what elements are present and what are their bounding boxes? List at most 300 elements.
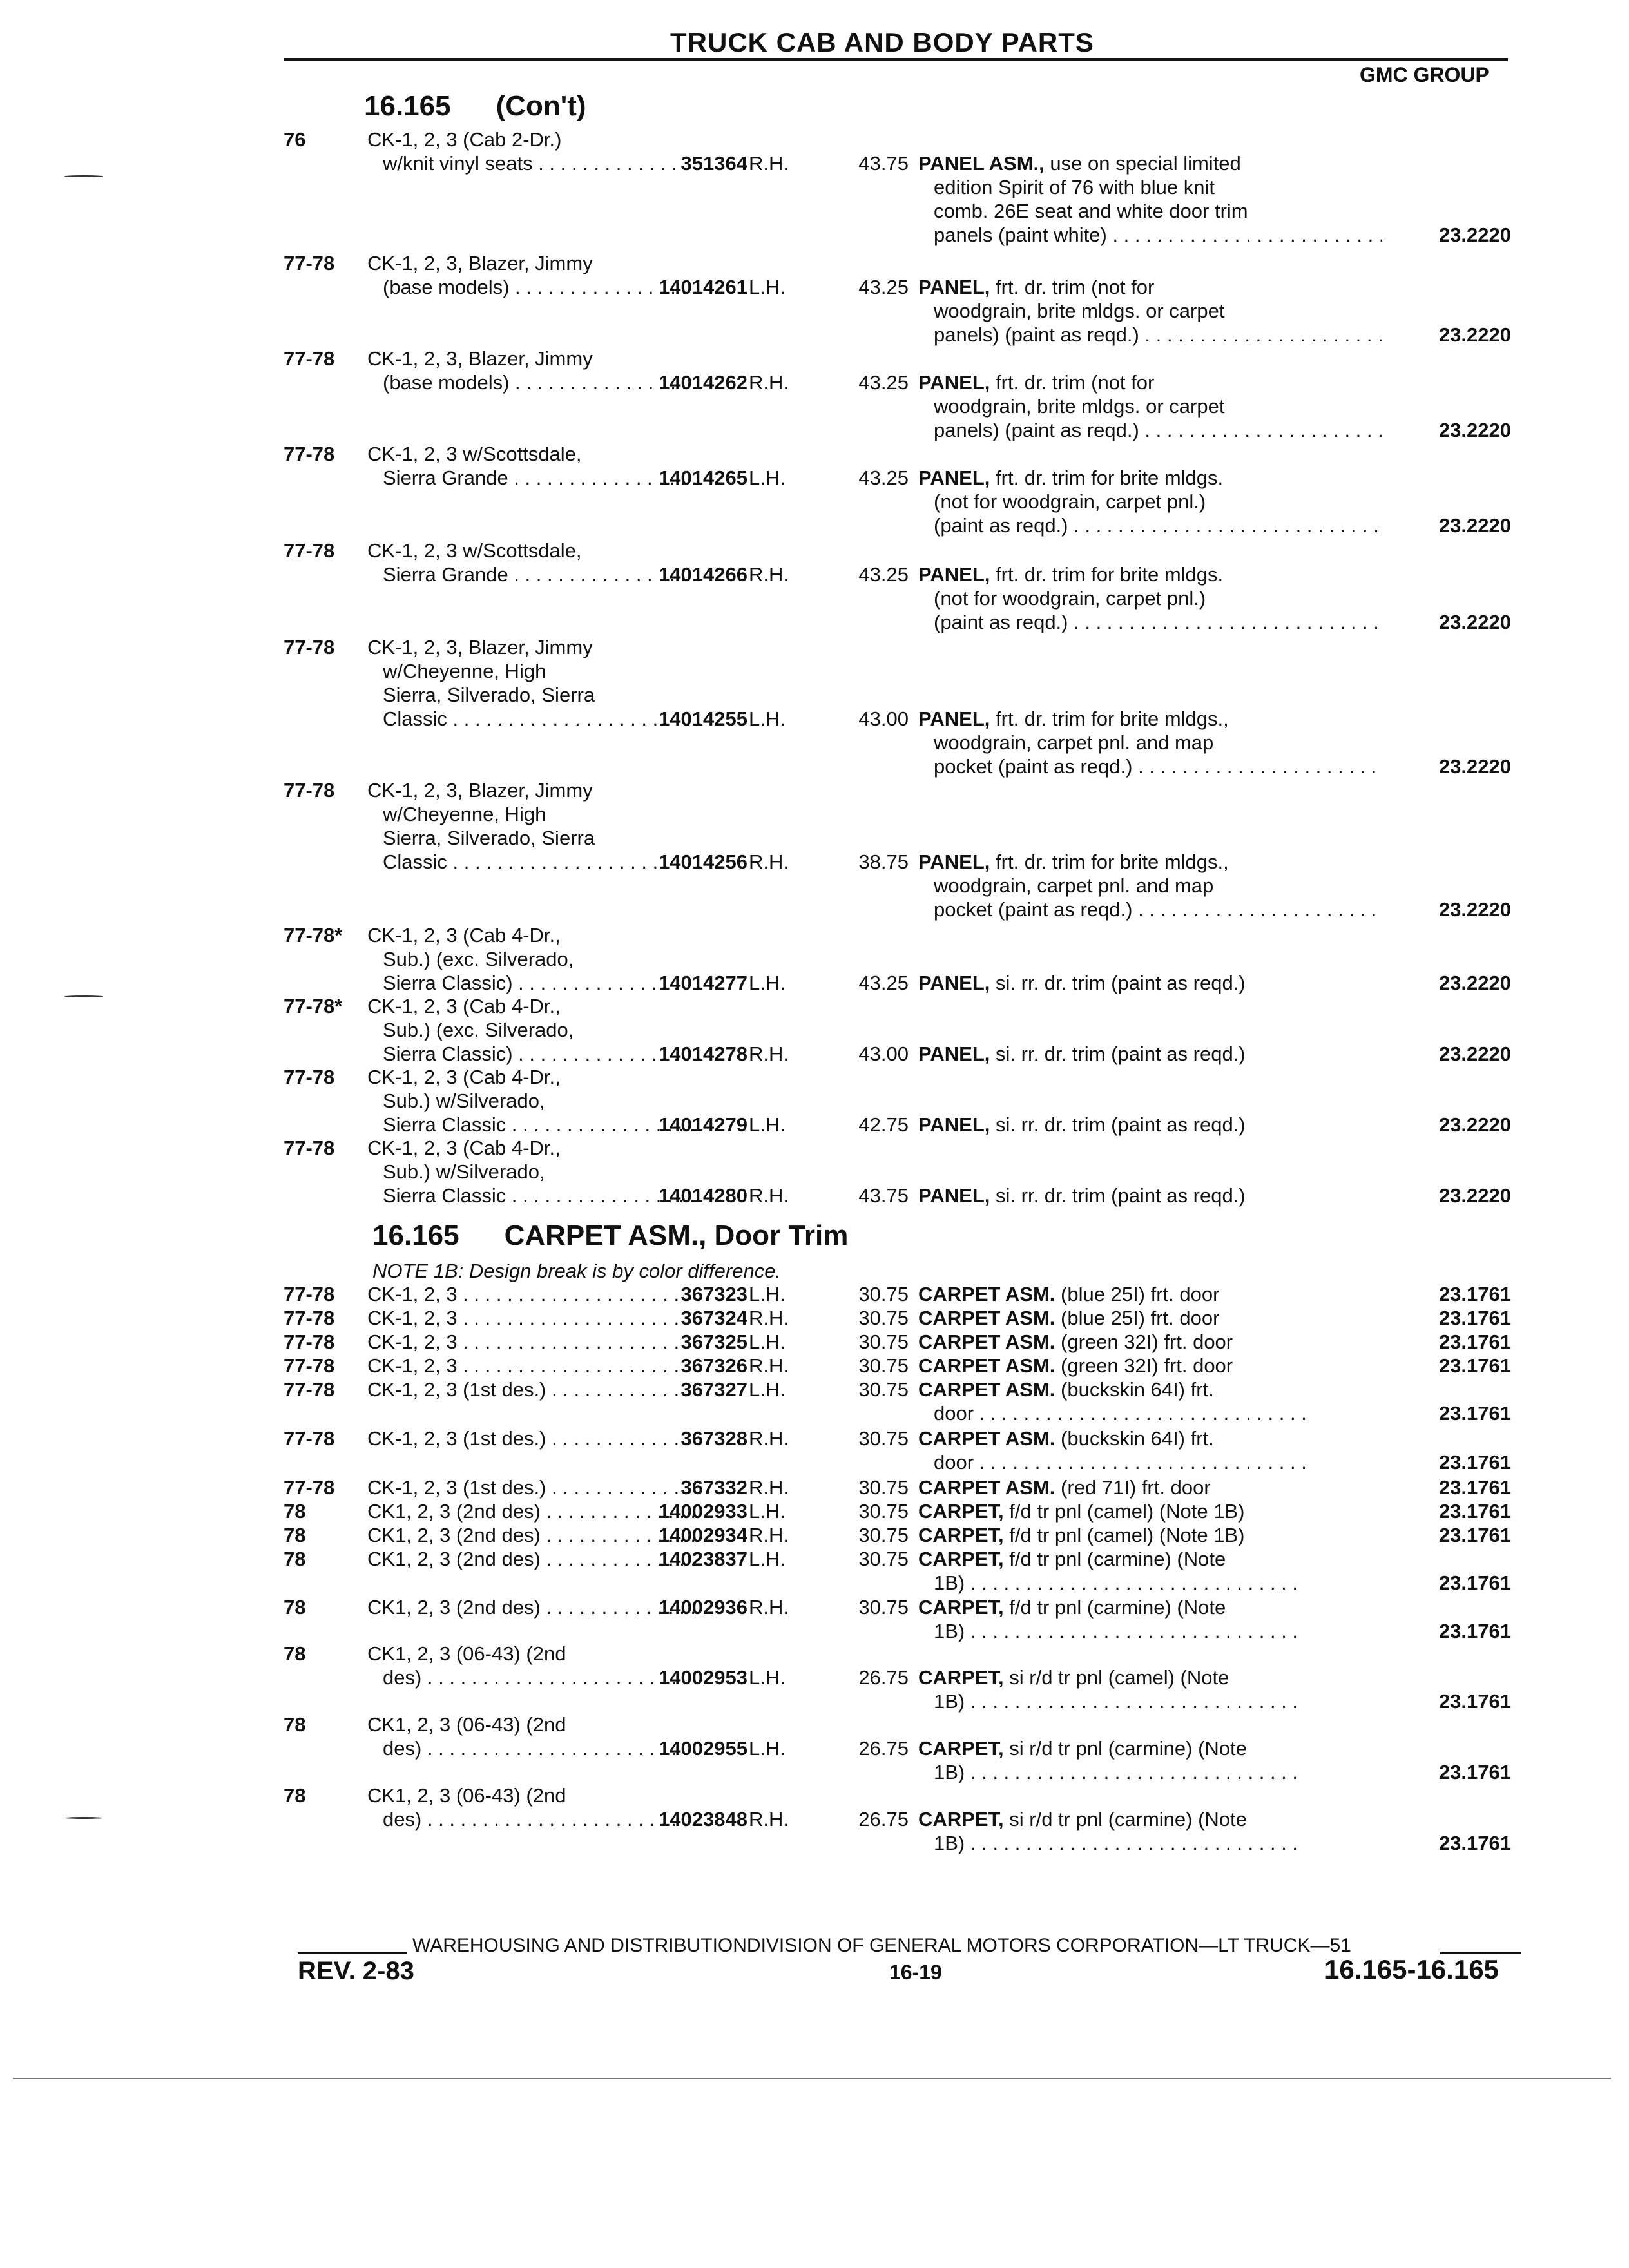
part-name: CARPET ASM. — [918, 1331, 1055, 1353]
part-number — [644, 850, 747, 874]
model-year: 77-78 — [284, 1354, 335, 1377]
group-code: 23.2220 — [1438, 1043, 1511, 1065]
description — [918, 1475, 1382, 1499]
model-year: 77-78 — [284, 1331, 335, 1353]
application-line: CK-1, 2, 3, Blazer, Jimmy — [367, 252, 593, 274]
side: L.H. — [749, 1331, 786, 1353]
application-line: CK-1, 2, 3 w/Scottsdale, — [367, 443, 582, 465]
application-line: Sierra Classic . . . — [367, 1184, 702, 1207]
section-number: 16.165 — [372, 1220, 459, 1251]
application-line: CK-1, 2, 3, Blazer, Jimmy — [367, 779, 593, 802]
part-number-value: 14014262 — [659, 371, 747, 394]
part-name: PANEL, — [918, 563, 990, 586]
model-year: 78 — [284, 1500, 306, 1523]
description-line — [918, 1042, 1382, 1066]
description-line — [918, 562, 1382, 586]
application-line: Sierra Classic) . . . — [367, 971, 702, 995]
section-title: (Con't) — [496, 90, 586, 122]
application-line: w/Cheyenne, High — [383, 660, 546, 682]
description-line — [918, 151, 1382, 175]
part-name: PANEL ASM., — [918, 152, 1045, 175]
description-line: door . . . — [918, 1450, 1382, 1474]
description-line: 1B) . . . — [918, 1689, 1382, 1713]
description-line: door . . . — [918, 1401, 1382, 1425]
description-text: frt. dr. trim for brite mldgs. — [996, 466, 1224, 489]
part-number-value: 351364 — [680, 152, 747, 175]
description-text: f/d tr pnl (carmine) (Note — [1009, 1596, 1226, 1619]
description — [918, 707, 1382, 778]
description-line — [918, 1427, 1382, 1450]
scan-edge-line — [13, 2078, 1611, 2079]
part-name: PANEL, — [918, 707, 990, 730]
part-number-value: 367332 — [680, 1476, 747, 1499]
side: L.H. — [749, 1500, 786, 1523]
part-number — [644, 1475, 747, 1499]
part-name: CARPET, — [918, 1737, 1004, 1760]
description-text: (buckskin 64I) frt. — [1061, 1378, 1214, 1401]
description-line: (paint as reqd.) . . . — [918, 514, 1382, 537]
description-line: (not for woodgrain, carpet pnl.) — [934, 490, 1206, 513]
part-number — [644, 1354, 747, 1378]
part-number-value: 367323 — [680, 1283, 747, 1305]
description-text: si. rr. dr. trim (paint as reqd.) — [996, 1113, 1246, 1136]
group-code: 23.2220 — [1438, 755, 1511, 778]
description-line: panels) (paint as reqd.) . . . — [918, 418, 1382, 442]
description — [918, 1595, 1382, 1643]
part-number-value: 367325 — [680, 1331, 747, 1353]
part-number-value: 367327 — [680, 1378, 747, 1401]
price: 30.75 — [858, 1596, 909, 1619]
group-code: 23.1761 — [1438, 1451, 1511, 1474]
side: R.H. — [749, 563, 789, 586]
description-line: (paint as reqd.) . . . — [918, 610, 1382, 634]
price: 43.75 — [858, 1184, 909, 1207]
part-name: CARPET, — [918, 1666, 1004, 1689]
model-year: 77-78 — [284, 252, 335, 274]
description — [918, 1042, 1382, 1066]
part-number-value: 14014279 — [659, 1113, 747, 1136]
description-line — [918, 1547, 1382, 1571]
part-name: CARPET ASM. — [918, 1283, 1055, 1305]
side: R.H. — [749, 371, 789, 394]
description — [918, 1427, 1382, 1474]
group-code: 23.2220 — [1438, 419, 1511, 441]
application-line: CK-1, 2, 3 . . . — [367, 1306, 702, 1330]
description-line: 1B) . . . — [918, 1571, 1382, 1595]
price: 30.75 — [858, 1283, 909, 1305]
part-name: CARPET, — [918, 1524, 1004, 1546]
side: R.H. — [749, 1808, 789, 1831]
description — [918, 850, 1382, 921]
side: L.H. — [749, 972, 786, 994]
description-text: use on special limited — [1050, 152, 1241, 175]
application-line: CK-1, 2, 3 w/Scottsdale, — [367, 539, 582, 562]
description-line: panels (paint white) . . . — [918, 223, 1382, 247]
description-line — [918, 1282, 1382, 1306]
description-line — [918, 1378, 1382, 1401]
price: 30.75 — [858, 1548, 909, 1570]
group-code: 23.2220 — [1438, 1184, 1511, 1207]
description-line: panels) (paint as reqd.) . . . — [918, 323, 1382, 347]
application-line: CK-1, 2, 3 (1st des.) . . . — [367, 1378, 702, 1401]
application-line: CK-1, 2, 3 (Cab 2-Dr.) — [367, 128, 562, 151]
part-name: CARPET ASM. — [918, 1354, 1055, 1377]
description — [918, 151, 1382, 247]
model-year: 77-78* — [284, 995, 343, 1017]
part-number-value: 14023837 — [659, 1548, 747, 1570]
price: 30.75 — [858, 1331, 909, 1353]
price: 43.00 — [858, 707, 909, 730]
part-name: PANEL, — [918, 1184, 990, 1207]
description-line: pocket (paint as reqd.) . . . — [918, 754, 1382, 778]
side: R.H. — [749, 1354, 789, 1377]
model-year: 77-78 — [284, 1307, 335, 1329]
description-text: si. rr. dr. trim (paint as reqd.) — [996, 1043, 1246, 1065]
model-year: 78 — [284, 1524, 306, 1546]
description — [918, 562, 1382, 634]
group-code: 23.1761 — [1438, 1283, 1511, 1305]
application-line: CK-1, 2, 3, Blazer, Jimmy — [367, 636, 593, 658]
group-code: 23.1761 — [1438, 1571, 1511, 1594]
description — [918, 1736, 1382, 1784]
description — [918, 466, 1382, 537]
application-line: CK-1, 2, 3 . . . — [367, 1354, 702, 1378]
part-number-value: 14014280 — [659, 1184, 747, 1207]
application-line: CK-1, 2, 3 (Cab 4-Dr., — [367, 1137, 561, 1159]
description-text: f/d tr pnl (camel) (Note 1B) — [1009, 1500, 1245, 1523]
group-code: 23.2220 — [1438, 611, 1511, 633]
description-line — [918, 1475, 1382, 1499]
description-line — [918, 275, 1382, 299]
application-line: CK-1, 2, 3 (Cab 4-Dr., — [367, 995, 561, 1017]
part-number-value: 14014277 — [659, 972, 747, 994]
price: 30.75 — [858, 1354, 909, 1377]
part-name: CARPET ASM. — [918, 1476, 1055, 1499]
part-number — [644, 1595, 747, 1619]
description-line: edition Spirit of 76 with blue knit — [934, 176, 1215, 198]
part-name: CARPET ASM. — [918, 1427, 1055, 1450]
description — [918, 1547, 1382, 1595]
group-code: 23.1761 — [1438, 1402, 1511, 1425]
side: L.H. — [749, 1378, 786, 1401]
description-text: si r/d tr pnl (carmine) (Note — [1009, 1737, 1247, 1760]
price: 30.75 — [858, 1524, 909, 1546]
description-text: f/d tr pnl (carmine) (Note — [1009, 1548, 1226, 1570]
group-code: 23.1761 — [1438, 1354, 1511, 1377]
group-code: 23.1761 — [1438, 1761, 1511, 1783]
side: L.H. — [749, 466, 786, 489]
part-number-value: 14014256 — [659, 850, 747, 873]
model-year: 77-78* — [284, 924, 343, 947]
part-number-value: 14002934 — [659, 1524, 747, 1546]
part-number — [644, 1499, 747, 1523]
description-line — [918, 1595, 1382, 1619]
part-number-value: 367324 — [680, 1307, 747, 1329]
part-number-value: 367328 — [680, 1427, 747, 1450]
price: 26.75 — [858, 1808, 909, 1831]
group-range: 16.165-16.165 — [1324, 1954, 1499, 1984]
application-line: CK-1, 2, 3 (1st des.) . . . — [367, 1475, 702, 1499]
description-line — [918, 466, 1382, 490]
description-text: frt. dr. trim (not for — [996, 276, 1155, 298]
description — [918, 1306, 1382, 1330]
application-line: CK1, 2, 3 (2nd des) . . . — [367, 1595, 702, 1619]
description — [918, 1282, 1382, 1306]
model-year: 78 — [284, 1713, 306, 1736]
part-name: CARPET, — [918, 1596, 1004, 1619]
application-line: CK-1, 2, 3 (Cab 4-Dr., — [367, 1066, 561, 1088]
part-name: PANEL, — [918, 972, 990, 994]
group-code: 23.1761 — [1438, 1307, 1511, 1329]
footer-publisher: WAREHOUSING AND DISTRIBUTIONDIVISION OF GENERAL MOTORS CORPORATION—LT TRUCK—51 — [412, 1935, 1351, 1956]
page-title: TRUCK CAB AND BODY PARTS — [670, 27, 1094, 57]
application-line: CK1, 2, 3 (2nd des) . . . — [367, 1547, 702, 1571]
model-year: 77-78 — [284, 539, 335, 562]
description-line — [918, 1354, 1382, 1378]
group-code: 23.1761 — [1438, 1620, 1511, 1642]
part-number — [644, 1523, 747, 1547]
side: R.H. — [749, 1184, 789, 1207]
section-note: NOTE 1B: Design break is by color difference. — [372, 1260, 782, 1282]
price: 43.75 — [858, 152, 909, 175]
description-text: (buckskin 64I) frt. — [1061, 1427, 1214, 1450]
side: R.H. — [749, 1596, 789, 1619]
description-line: woodgrain, brite mldgs. or carpet — [934, 300, 1225, 322]
application-line: Sierra, Silverado, Sierra — [383, 684, 595, 706]
group-code: 23.2220 — [1438, 224, 1511, 246]
description-line: 1B) . . . — [918, 1831, 1382, 1855]
application-line: Sierra Classic) . . . — [367, 1042, 702, 1066]
part-name: CARPET, — [918, 1548, 1004, 1570]
part-name: PANEL, — [918, 1043, 990, 1065]
part-number — [644, 466, 747, 490]
price: 43.25 — [858, 466, 909, 489]
description — [918, 1807, 1382, 1855]
description-text: frt. dr. trim for brite mldgs., — [996, 850, 1229, 873]
description-text: si r/d tr pnl (carmine) (Note — [1009, 1808, 1247, 1831]
side: R.H. — [749, 850, 789, 873]
section-heading-continued — [364, 90, 586, 122]
description-line: 1B) . . . — [918, 1760, 1382, 1784]
application-line: CK-1, 2, 3, Blazer, Jimmy — [367, 347, 593, 370]
page-number: 16-19 — [889, 1961, 942, 1984]
part-number-value: 14002953 — [659, 1666, 747, 1689]
price: 30.75 — [858, 1307, 909, 1329]
description-text: (green 32I) frt. door — [1061, 1331, 1233, 1353]
model-year: 78 — [284, 1784, 306, 1807]
part-number — [644, 707, 747, 731]
application-line: Sub.) w/Silverado, — [383, 1090, 545, 1112]
description — [918, 971, 1382, 995]
price: 42.75 — [858, 1113, 909, 1136]
application-line: Sub.) (exc. Silverado, — [383, 948, 574, 970]
price: 43.00 — [858, 1043, 909, 1065]
side: L.H. — [749, 1666, 786, 1689]
price: 43.25 — [858, 972, 909, 994]
application-line: Sub.) w/Silverado, — [383, 1160, 545, 1183]
side: R.H. — [749, 1043, 789, 1065]
part-number-value: 14002933 — [659, 1500, 747, 1523]
model-year: 77-78 — [284, 1427, 335, 1450]
model-year: 78 — [284, 1548, 306, 1570]
price: 43.25 — [858, 371, 909, 394]
revision-label: REV. 2-83 — [298, 1957, 414, 1985]
description-text: si. rr. dr. trim (paint as reqd.) — [996, 972, 1246, 994]
application-line: w/Cheyenne, High — [383, 803, 546, 825]
description-line: woodgrain, carpet pnl. and map — [934, 731, 1214, 754]
description-line: comb. 26E seat and white door trim — [934, 200, 1248, 222]
price: 26.75 — [858, 1737, 909, 1760]
part-number — [644, 971, 747, 995]
part-number — [644, 1547, 747, 1571]
part-number — [644, 151, 747, 175]
part-number-value: 14014255 — [659, 707, 747, 730]
price: 30.75 — [858, 1476, 909, 1499]
group-code: 23.2220 — [1438, 972, 1511, 994]
model-year: 77-78 — [284, 1066, 335, 1088]
part-name: PANEL, — [918, 1113, 990, 1136]
model-year: 77-78 — [284, 347, 335, 370]
application-line: CK-1, 2, 3 (Cab 4-Dr., — [367, 924, 561, 947]
description-line — [918, 1306, 1382, 1330]
side: L.H. — [749, 1548, 786, 1570]
side: L.H. — [749, 1113, 786, 1136]
description-text: frt. dr. trim (not for — [996, 371, 1155, 394]
description — [918, 1499, 1382, 1523]
model-year: 77-78 — [284, 1378, 335, 1401]
description — [918, 1354, 1382, 1378]
side: L.H. — [749, 276, 786, 298]
group-label: GMC GROUP — [1360, 63, 1489, 86]
part-number — [644, 1427, 747, 1450]
part-number-value: 14002936 — [659, 1596, 747, 1619]
header-rule — [284, 58, 1508, 61]
application-line: CK1, 2, 3 (2nd des) . . . — [367, 1499, 702, 1523]
part-number — [644, 1666, 747, 1689]
application-line: Classic . . . — [367, 850, 702, 874]
part-name: CARPET ASM. — [918, 1307, 1055, 1329]
side: L.H. — [749, 707, 786, 730]
application-line: Sub.) (exc. Silverado, — [383, 1019, 574, 1041]
part-number — [644, 1282, 747, 1306]
price: 26.75 — [858, 1666, 909, 1689]
description-text: f/d tr pnl (camel) (Note 1B) — [1009, 1524, 1245, 1546]
part-number — [644, 1113, 747, 1137]
group-code: 23.2220 — [1438, 323, 1511, 346]
part-name: CARPET, — [918, 1808, 1004, 1831]
application-line: des) . . . — [367, 1736, 702, 1760]
description-text: frt. dr. trim for brite mldgs., — [996, 707, 1229, 730]
description — [918, 275, 1382, 347]
part-number — [644, 1042, 747, 1066]
price: 38.75 — [858, 850, 909, 873]
model-year: 77-78 — [284, 1476, 335, 1499]
application-line: CK1, 2, 3 (06-43) (2nd — [367, 1784, 566, 1807]
part-number-value: 14014278 — [659, 1043, 747, 1065]
application-line: w/knit vinyl seats . . . — [367, 151, 702, 175]
description-text: frt. dr. trim for brite mldgs. — [996, 563, 1224, 586]
description — [918, 1523, 1382, 1547]
application-line: Sierra Grande . . . — [367, 466, 702, 490]
side: R.H. — [749, 1427, 789, 1450]
part-number — [644, 1330, 747, 1354]
model-year: 77-78 — [284, 1283, 335, 1305]
group-code: 23.1761 — [1438, 1524, 1511, 1546]
description — [918, 1113, 1382, 1137]
description-text: (green 32I) frt. door — [1061, 1354, 1233, 1377]
part-name: PANEL, — [918, 466, 990, 489]
application-line: des) . . . — [367, 1807, 702, 1831]
description-text: (blue 25I) frt. door — [1061, 1283, 1220, 1305]
description-line — [918, 1330, 1382, 1354]
model-year: 77-78 — [284, 636, 335, 658]
group-code: 23.1761 — [1438, 1331, 1511, 1353]
application-line: Sierra, Silverado, Sierra — [383, 827, 595, 849]
description-line — [918, 1499, 1382, 1523]
part-number-value: 367326 — [680, 1354, 747, 1377]
part-name: PANEL, — [918, 850, 990, 873]
application-line: CK-1, 2, 3 (1st des.) . . . — [367, 1427, 702, 1450]
group-code: 23.1761 — [1438, 1500, 1511, 1523]
side: L.H. — [749, 1737, 786, 1760]
section-title: CARPET ASM., Door Trim — [504, 1220, 849, 1251]
price: 43.25 — [858, 563, 909, 586]
description-line: woodgrain, carpet pnl. and map — [934, 874, 1214, 897]
group-code: 23.2220 — [1438, 1113, 1511, 1136]
description — [918, 1378, 1382, 1425]
price: 43.25 — [858, 276, 909, 298]
application-line: CK1, 2, 3 (06-43) (2nd — [367, 1642, 566, 1665]
model-year: 77-78 — [284, 443, 335, 465]
description-line — [918, 1113, 1382, 1137]
application-line: Sierra Grande . . . — [367, 562, 702, 586]
application-line: (base models) . . . — [367, 370, 702, 394]
part-number-value: 14023848 — [659, 1808, 747, 1831]
description-line — [918, 850, 1382, 874]
part-number — [644, 1306, 747, 1330]
application-line: CK-1, 2, 3 . . . — [367, 1330, 702, 1354]
description-line: woodgrain, brite mldgs. or carpet — [934, 395, 1225, 418]
side: R.H. — [749, 152, 789, 175]
description-line — [918, 1523, 1382, 1547]
description-line: (not for woodgrain, carpet pnl.) — [934, 587, 1206, 610]
description — [918, 1184, 1382, 1207]
section-number: 16.165 — [364, 90, 451, 122]
application-line: Classic . . . — [367, 707, 702, 731]
price: 30.75 — [858, 1500, 909, 1523]
part-number — [644, 1184, 747, 1207]
group-code: 23.1761 — [1438, 1476, 1511, 1499]
part-number-value: 14014265 — [659, 466, 747, 489]
description-line — [918, 370, 1382, 394]
part-number — [644, 1807, 747, 1831]
group-code: 23.2220 — [1438, 898, 1511, 921]
scan-mark — [64, 1817, 103, 1819]
side: R.H. — [749, 1476, 789, 1499]
description-text: si r/d tr pnl (camel) (Note — [1009, 1666, 1229, 1689]
part-number — [644, 562, 747, 586]
application-line: (base models) . . . — [367, 275, 702, 299]
description-line — [918, 1736, 1382, 1760]
group-code: 23.1761 — [1438, 1690, 1511, 1713]
description-line — [918, 971, 1382, 995]
model-year: 77-78 — [284, 1137, 335, 1159]
model-year: 77-78 — [284, 779, 335, 802]
footer-rule-left — [298, 1952, 407, 1954]
description-text: (red 71I) frt. door — [1061, 1476, 1211, 1499]
part-number — [644, 1378, 747, 1401]
application-line: CK1, 2, 3 (06-43) (2nd — [367, 1713, 566, 1736]
